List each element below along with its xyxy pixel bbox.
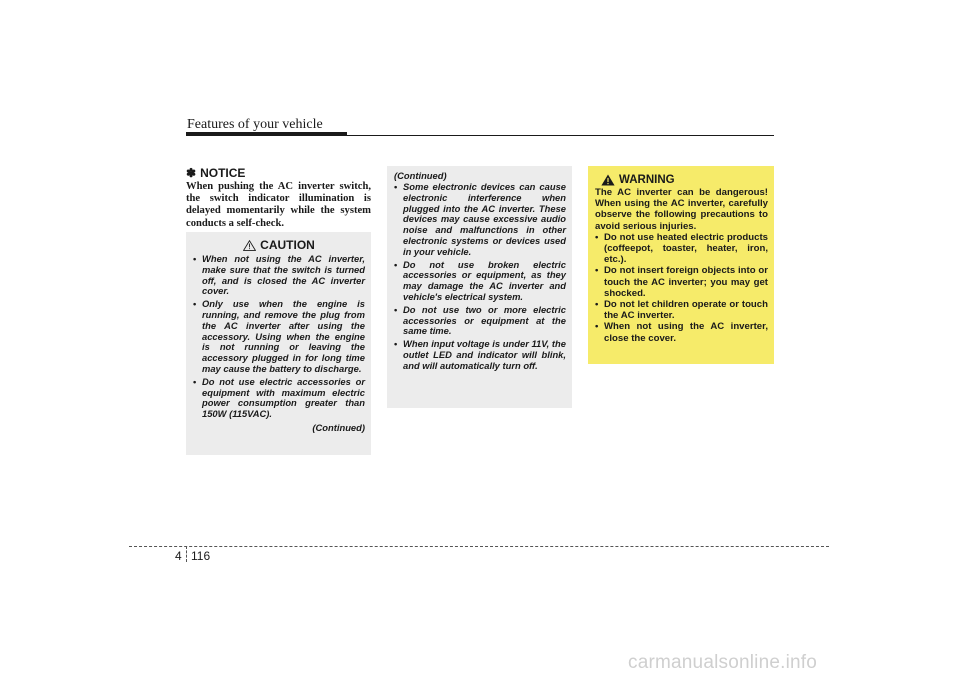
warning-intro: The AC inverter can be dangerous! When using the AC inverter, carefully observe the following precautions to avoid serious injuries. — [595, 187, 768, 232]
list-item: • Do not insert foreign objects into or touch the AC inverter; you may get shocked. — [595, 265, 768, 299]
warning-title: WARNING — [619, 174, 675, 186]
caution-continued-box — [387, 166, 572, 408]
list-item: • Some electronic devices can cause electronic interference when plugged into the AC inverter. These devices may cause excessive audio noise and malfunctions in other electronic systems or devices used in your vehicle. — [394, 182, 566, 258]
notice-title: NOTICE — [200, 166, 246, 180]
list-item: • Do not use two or more electric accessories or equipment at the same time. — [394, 305, 566, 337]
notice-body: When pushing the AC inverter switch, the switch indicator illumination is delayed momentarily while the system conducts a self-check. — [186, 181, 371, 229]
page-number: 116 — [191, 549, 211, 563]
list-item: • Only use when the engine is running, and remove the plug from the AC inverter after using the accessory. Using when the engine is not running or leaving the accessory plugged in for long time may cause the battery to discharge. — [193, 299, 365, 375]
header-rule — [186, 135, 774, 136]
list-item: • Do not use electric accessories or equipment with maximum electric power consumption greater than 150W (115VAC). — [193, 377, 365, 420]
list-item: • Do not use heated electric products (coffeepot, toaster, heater, iron, etc.). — [595, 232, 768, 266]
chapter-number: 4 — [175, 549, 182, 563]
footer-divider — [186, 546, 187, 562]
continued-list — [394, 182, 566, 372]
caution-continued: (Continued) — [312, 421, 365, 433]
list-item: • When not using the AC inverter, close the cover. — [595, 321, 768, 343]
caution-heading — [193, 238, 365, 252]
list-item: • When input voltage is under 11V, the outlet LED and indicator will blink, and will automatically turn off. — [394, 339, 566, 371]
footer-rule — [129, 546, 829, 547]
warning-heading — [595, 174, 768, 186]
caution-title: CAUTION — [260, 238, 315, 252]
notice-star-icon: ✽ — [186, 166, 197, 180]
notice-section — [186, 166, 371, 230]
continued-heading: (Continued) — [394, 170, 447, 181]
watermark: carmanualsonline.info — [628, 652, 818, 673]
list-item: • Do not use broken electric accessories or equipment, as they may damage the AC inverter and vehicle's electrical system. — [394, 260, 566, 303]
caution-box — [186, 232, 371, 455]
warning-list — [595, 232, 768, 344]
notice-heading — [186, 166, 371, 180]
caution-list — [193, 254, 365, 420]
list-item: • When not using the AC inverter, make sure that the switch is turned off, and is closed the AC inverter cover. — [193, 254, 365, 297]
caution-triangle-icon — [243, 240, 256, 251]
page-header-title: Features of your vehicle — [187, 117, 323, 132]
warning-triangle-icon — [601, 174, 615, 186]
list-item: • Do not let children operate or touch the AC inverter. — [595, 299, 768, 321]
warning-box — [588, 166, 774, 364]
